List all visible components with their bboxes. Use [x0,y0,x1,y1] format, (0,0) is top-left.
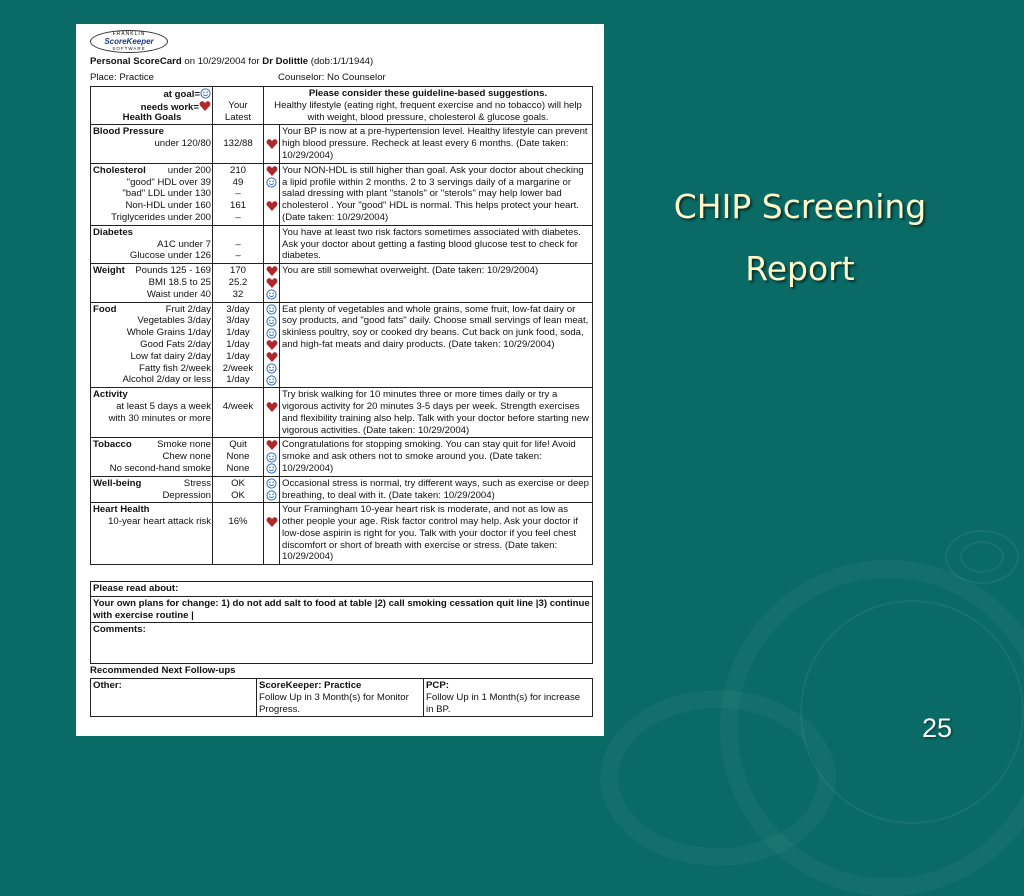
goal-label: Alcohol 2/day or less [122,374,211,386]
goal-label: BMI 18.5 to 25 [148,276,211,288]
suggestion-cell [280,388,593,438]
scorekeeper-logo: FRANKLIN ScoreKeeper SOFTWARE [90,30,168,53]
latest-value: – [235,250,241,262]
value-cell [213,476,264,503]
latest-value: 4/week [222,400,254,412]
goal-label: Triglycerides under 200 [111,211,211,223]
goal-cell [91,476,213,503]
section-heart-health [91,503,593,565]
goal-label: Tobacco Smoke none [93,439,211,451]
legend-row: at goal= needs work= Health Goals Your Latest Please consider these guideline-based suggestions. Healthy lifestyle (eating right, frequent exercise and no tobacco) will help with weight, blood pressure, cholesterol & glucose goals. [91,87,593,125]
status-icon-cell [264,264,280,302]
goal-cell: Diabetes A1C under 7 Glucose under 126 [91,225,213,263]
section-tobacco [91,438,593,476]
goal-label: Non-HDL under 160 [125,200,211,212]
status-icon-cell [264,163,280,225]
latest-value [215,413,261,425]
heart-icon [266,165,278,177]
status-icon-cell [264,125,280,163]
goal-cell [91,302,213,388]
goal-label: Waist under 40 [146,288,211,300]
suggestion-text: Eat plenty of vegetables and whole grains, some fruit, low-fat dairy or soy products, and "good fats" daily. Choose small servings of lean meat, skinless poultry, soy or cooked dry beans. Cut back on junk food, soda, and high-fat meats and dairy products. (Date taken: 10/29/2004) [282,303,589,350]
value-cell [213,388,264,438]
followups-table [90,678,593,717]
smile-icon [266,463,277,474]
bottom-table [90,581,593,664]
latest-value: – [235,211,241,223]
heart-icon [266,516,278,528]
goal-label: Glucose under 126 [129,250,211,262]
suggestion-cell [280,125,593,163]
section-diabetes [91,225,593,263]
pcp-followup-cell: PCP: Follow Up in 1 Month(s) for increase in BP. [424,679,593,717]
latest-value: 3/day [226,315,250,327]
status-icon-cell [264,438,280,476]
goal-label: Good Fats 2/day [140,338,211,350]
latest-value: 1/day [226,374,250,386]
goal-cell [91,438,213,476]
goal-label: Cholesterol under 200 [93,164,211,176]
scorecard-document [76,24,604,736]
latest-value: None [226,462,250,474]
latest-value: 3/day [226,303,250,315]
status-icon-cell [264,476,280,503]
scorecard-table [90,86,593,565]
ripple-decoration [960,541,1004,573]
scorecard-header: Personal ScoreCard on 10/29/2004 for Dr Dolittle (dob:1/1/1944) [90,56,374,67]
smile-icon [266,316,277,327]
suggestion-text: Your NON-HDL is still higher than goal. Ask your doctor about checking a lipid profile within 2 months. 2 to 3 servings daily of a margarine or salad dressing with plant "stanols" or "sterols" may help lower bad cholesterol . Your "good" HDL is normal. This helps protect your heart. (Date taken: 10/29/2004) [282,164,584,223]
place-counselor-line: Place: Practice Counselor: No Counselor [90,72,386,83]
comments-cell: Comments: [91,623,593,664]
smile-icon [266,363,277,374]
suggestion-cell [280,225,593,263]
heart-icon [266,200,278,212]
section-food [91,302,593,388]
latest-value: 32 [232,288,244,300]
section-cholesterol [91,163,593,225]
ripple-decoration [600,690,836,866]
goal-label: No second-hand smoke [109,462,211,474]
slide-number: 25 [922,713,953,743]
latest-value: None [226,451,250,463]
latest-value: OK [231,489,245,501]
suggestion-cell [280,302,593,388]
smile-icon [266,304,277,315]
suggestion-text: Congratulations for stopping smoking. You can stay quit for life! Avoid smoke and ask others not to smoke around you. (Date taken: 10/29/2004) [282,439,576,474]
goal-cell: Heart Health 10-year heart attack risk [91,503,213,565]
smile-icon [266,490,277,501]
plans-cell: Your own plans for change: 1) do not add salt to food at table |2) call smoking cessation quit line |3) continue with exercise routine | [91,596,593,623]
goal-label: Chew none [162,451,211,463]
heart-icon [266,265,278,277]
goal-label: Well-being Stress [93,477,211,489]
value-cell [213,225,264,263]
slide-title-line2: Report [745,249,855,288]
smile-icon [266,375,277,386]
suggestion-text: You have at least two risk factors sometimes associated with diabetes. Ask your doctor about getting a fasting blood glucose test to check for diabetes. [282,226,581,262]
goal-label: Vegetables 3/day [137,315,211,327]
goal-cell: Activity at least 5 days a week with 30 minutes or more [91,388,213,438]
scorekeeper-followup-cell: ScoreKeeper: Practice Follow Up in 3 Month(s) for Monitor Progress. [257,679,424,717]
heart-icon [266,339,278,351]
section-weight [91,264,593,302]
goal-label: Fatty fish 2/week [139,362,211,374]
latest-value: 132/88 [223,138,253,150]
value-cell [213,503,264,565]
heart-icon [266,401,278,413]
status-icon-cell [264,302,280,388]
followups-title: Recommended Next Follow-ups [90,665,236,676]
goal-label: with 30 minutes or more [108,412,211,424]
latest-value: 1/day [226,327,250,339]
goal-label: Depression [162,489,211,501]
heart-icon [266,277,278,289]
latest-value: 170 [229,265,246,277]
value-cell [213,302,264,388]
latest-value: Quit [229,439,247,451]
goal-label: Weight Pounds 125 - 169 [93,265,211,277]
suggestion-text: You are still somewhat overweight. (Date taken: 10/29/2004) [282,265,539,277]
suggestion-text: Try brisk walking for 10 minutes three or more times daily or try a vigorous activity for 20 minutes 3-5 days per week. Strength exercises and flexibility training also help. Talk with your doctor before starting new vigorous activities. (Date taken: 10/29/2004) [282,389,589,436]
latest-value: 161 [229,200,246,212]
section-blood-pressure [91,125,593,163]
suggestion-cell [280,163,593,225]
latest-value: 49 [232,176,244,188]
latest-value: OK [231,477,245,489]
latest-value: – [235,238,241,250]
suggestion-text: Occasional stress is normal, try different ways, such as exercise or deep breathing, to deal with it. (Date taken: 10/29/2004) [282,477,589,501]
goal-label: Food Fruit 2/day [93,303,211,315]
value-cell [213,438,264,476]
smile-icon [266,452,277,463]
section-activity [91,388,593,438]
smile-icon [200,88,211,99]
status-icon-cell [264,503,280,565]
latest-value: 16% [228,516,248,528]
latest-value: 210 [229,164,246,176]
please-read-cell: Please read about: [91,582,593,597]
heart-icon [266,439,278,451]
goal-label: Low fat dairy 2/day [130,350,211,362]
goal-cell: Blood Pressure under 120/80 [91,125,213,163]
heart-icon [199,100,211,112]
heart-icon [266,351,278,363]
suggestion-cell [280,438,593,476]
other-cell: Other: [91,679,257,717]
goal-label: A1C under 7 [157,238,211,250]
latest-value: 2/week [222,362,254,374]
suggestion-text: Your BP is now at a pre-hypertension level. Healthy lifestyle can prevent high blood pressure. Recheck at least every 6 months. (Date taken: 10/29/2004) [282,126,588,161]
value-cell [213,163,264,225]
goal-label: 10-year heart attack risk [108,516,211,528]
smile-icon [266,328,277,339]
latest-value: 1/day [226,338,250,350]
suggestion-cell [280,476,593,503]
goal-cell [91,163,213,225]
goal-cell [91,264,213,302]
latest-value: 1/day [226,350,250,362]
smile-icon [266,289,277,300]
status-icon-cell [264,225,280,263]
goal-label: at least 5 days a week [116,400,211,412]
goal-label: Whole Grains 1/day [126,327,211,339]
goal-label: "good" HDL over 39 [126,176,211,188]
suggestion-text: Your Framingham 10-year heart risk is moderate, and not as low as other people your age. Risk factor control may help. Ask your doctor if low-dose aspirin is right for you. Talk with your doctor if you feel chest discomfort or short of breath with exercise or stress. (Date taken: 10/29/2004) [282,504,578,563]
status-icon-cell [264,388,280,438]
goal-label: "bad" LDL under 130 [122,188,211,200]
section-well-being [91,476,593,503]
suggestion-cell [280,503,593,565]
goal-label: under 120/80 [154,138,211,150]
latest-value: – [235,188,241,200]
smile-icon [266,177,277,188]
value-cell [213,264,264,302]
slide-title [630,176,970,300]
heart-icon [266,138,278,150]
latest-value: 25.2 [228,276,248,288]
suggestion-cell [280,264,593,302]
smile-icon [266,478,277,489]
value-cell [213,125,264,163]
slide-title-line1: CHIP Screening [673,187,927,226]
